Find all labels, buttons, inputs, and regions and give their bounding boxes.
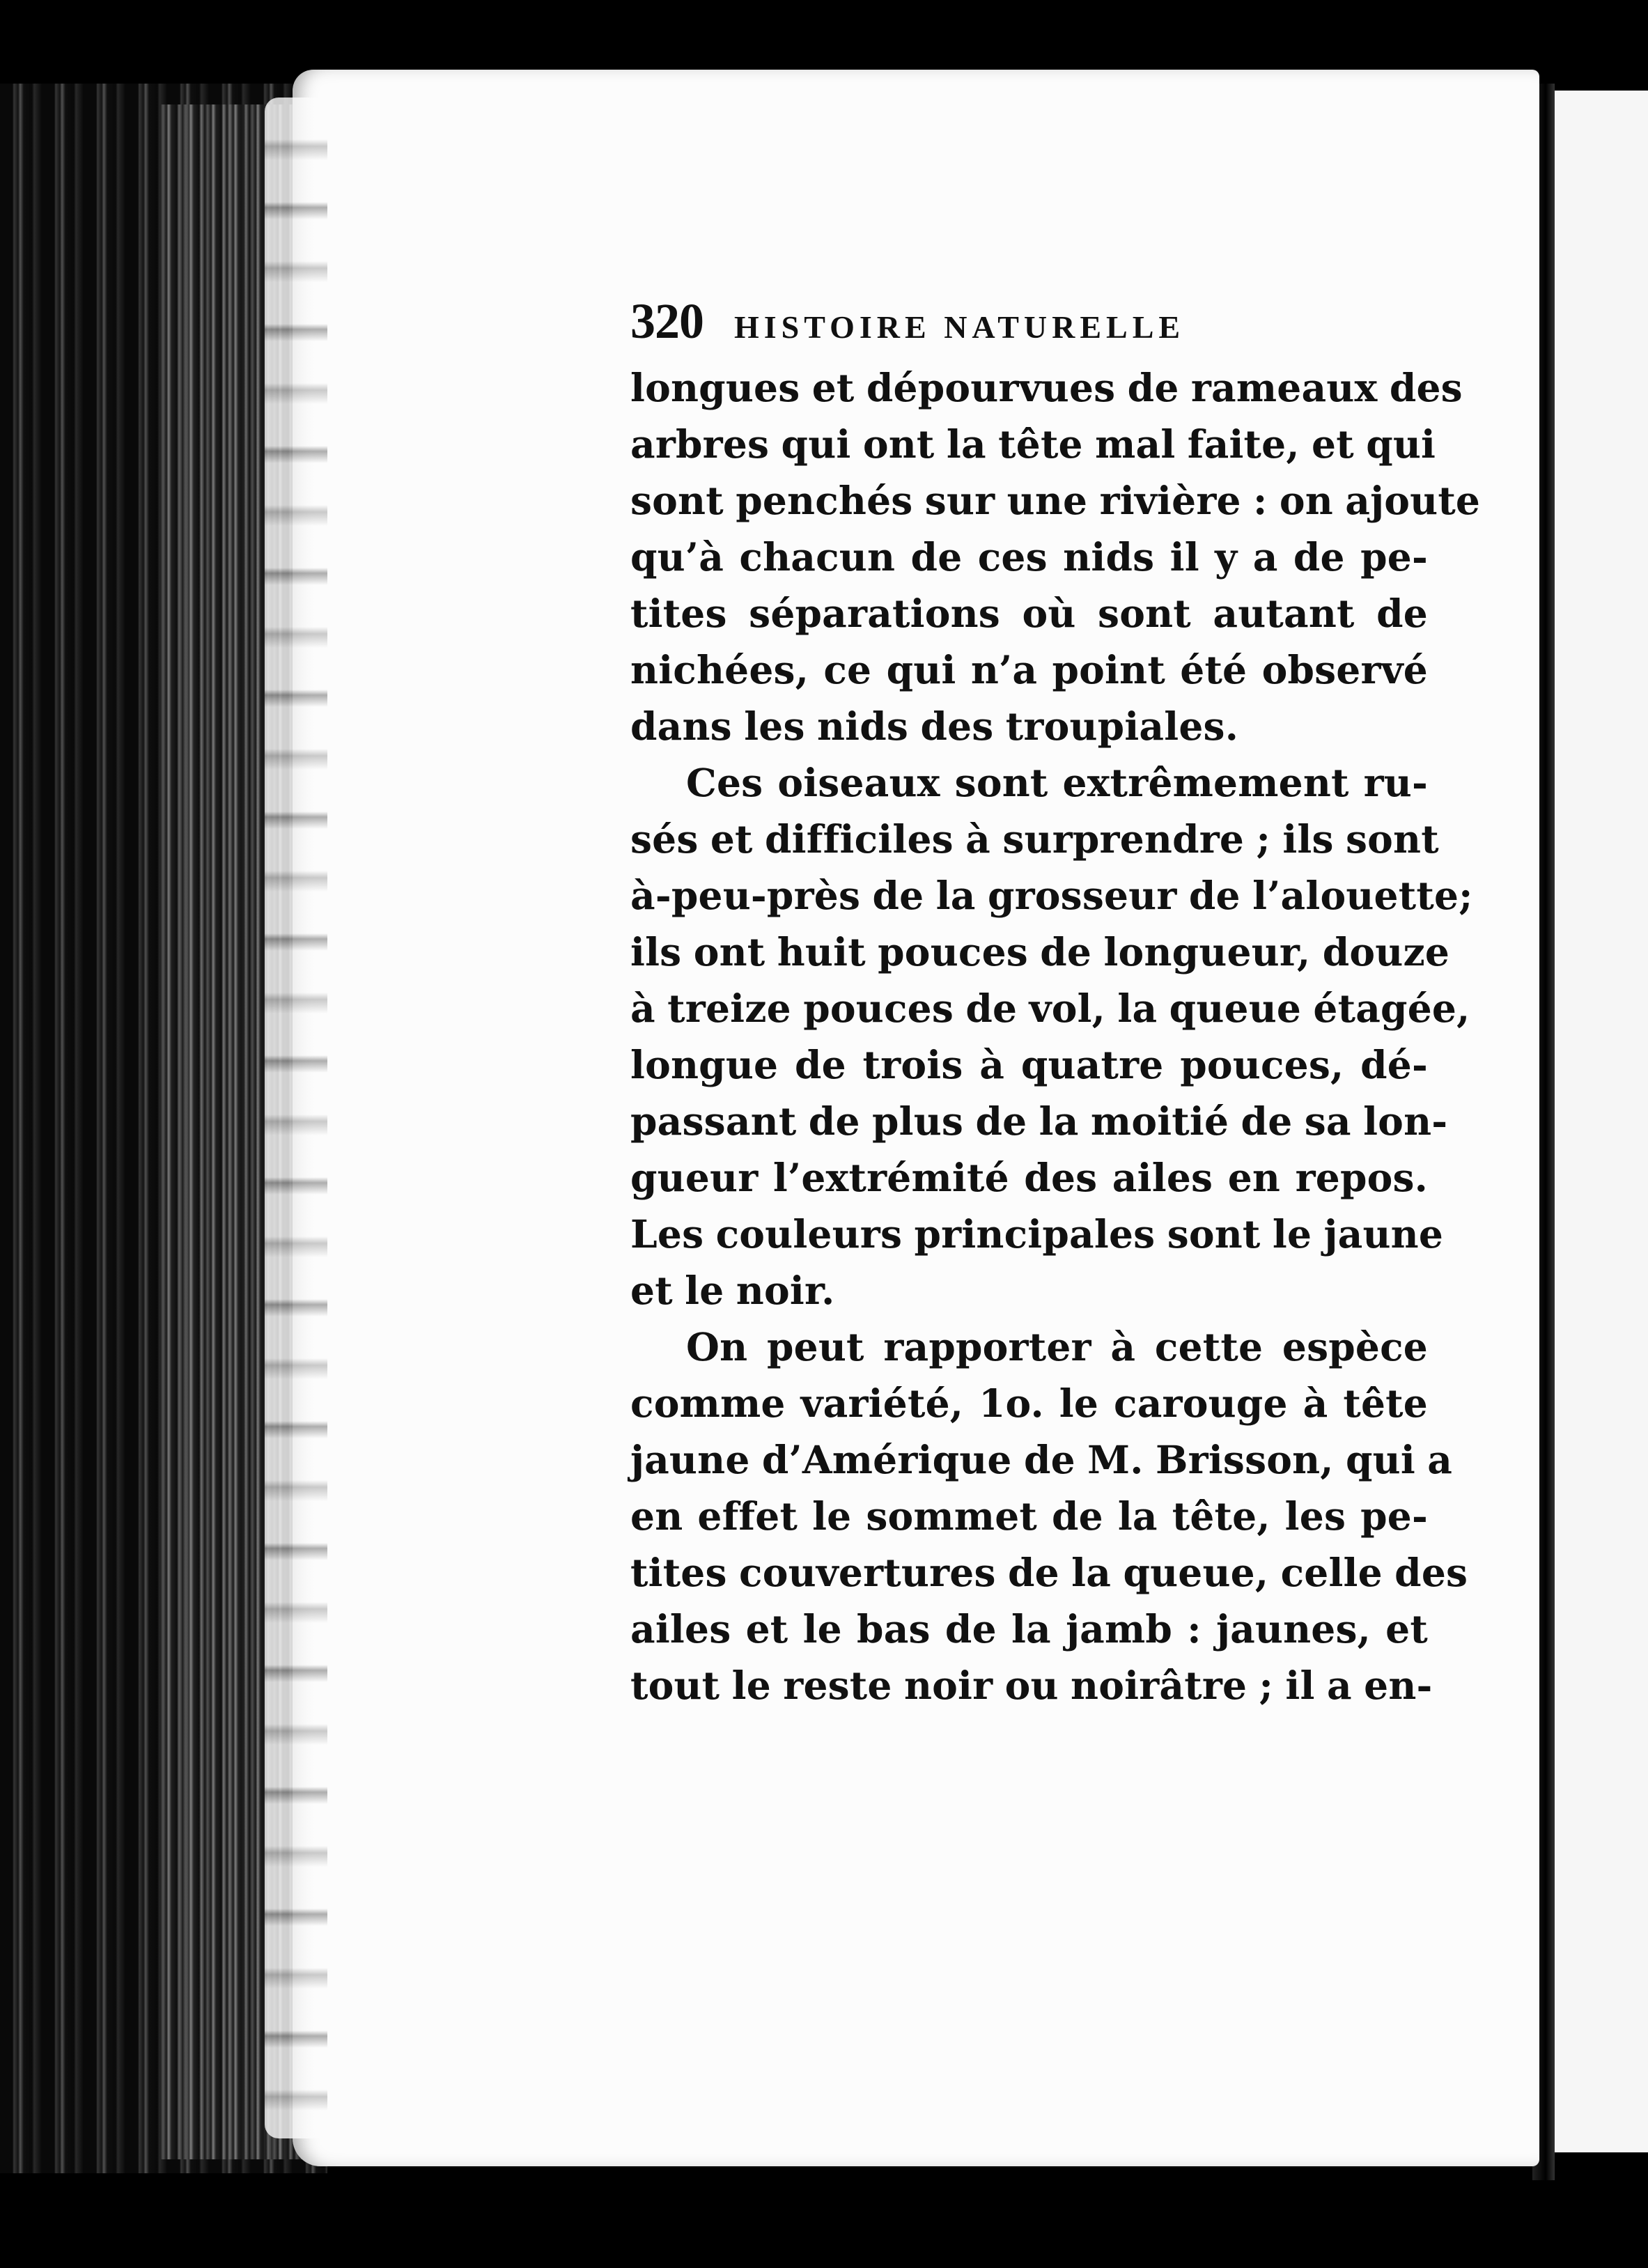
page-header: [630, 293, 1428, 359]
facing-page-sliver: [1555, 91, 1648, 2152]
text-line: arbres qui ont la tête mal faite, et qui: [630, 421, 1436, 467]
page-text-block: [630, 293, 1481, 1714]
text-line: nichées, ce qui n’a point été observé: [630, 647, 1428, 692]
page-number: 320: [630, 293, 703, 349]
text-line: à-peu-près de la grosseur de l’alouette;: [630, 873, 1473, 918]
text-line: passant de plus de la moitié de sa lon-: [630, 1098, 1448, 1144]
text-line: longues et dépourvues de rameaux des: [630, 365, 1463, 410]
paragraph-1: [630, 359, 1481, 754]
text-line: On peut rapporter à cette espèce: [686, 1324, 1428, 1369]
running-head: HISTOIRE NATURELLE: [734, 309, 1186, 345]
text-line: ils ont huit pouces de longueur, douze: [630, 929, 1450, 974]
text-line: à treize pouces de vol, la queue étagée,: [630, 986, 1470, 1031]
text-line: et le noir.: [630, 1268, 835, 1313]
text-line: sés et difficiles à surprendre ; ils sont: [630, 816, 1439, 862]
text-line: Ces oiseaux sont extrêmement ru-: [686, 760, 1428, 805]
text-line: jaune d’Amérique de M. Brisson, qui a: [630, 1437, 1453, 1482]
paragraph-3: [630, 1319, 1468, 1714]
text-line: gueur l’extrémité des ailes en repos.: [630, 1155, 1428, 1200]
text-line: tites séparations où sont autant de: [630, 591, 1428, 636]
text-line: longue de trois à quatre pouces, dé-: [630, 1042, 1428, 1087]
paragraph-2: [630, 754, 1473, 1319]
text-line: sont penchés sur une rivière : on ajoute: [630, 478, 1481, 523]
text-line: comme variété, 1o. le carouge à tête: [630, 1381, 1428, 1426]
text-line: Les couleurs principales sont le jaune: [630, 1211, 1444, 1257]
text-line: en effet le sommet de la tête, les pe-: [630, 1493, 1428, 1539]
text-line: dans les nids des troupiales.: [630, 704, 1239, 749]
text-line: qu’à chacun de ces nids il y a de pe-: [630, 534, 1428, 580]
text-line: tout le reste noir ou noirâtre ; il a en-: [630, 1663, 1433, 1708]
text-line: ailes et le bas de la jamb : jaunes, et: [630, 1606, 1428, 1652]
text-line: tites couvertures de la queue, celle des: [630, 1550, 1468, 1595]
